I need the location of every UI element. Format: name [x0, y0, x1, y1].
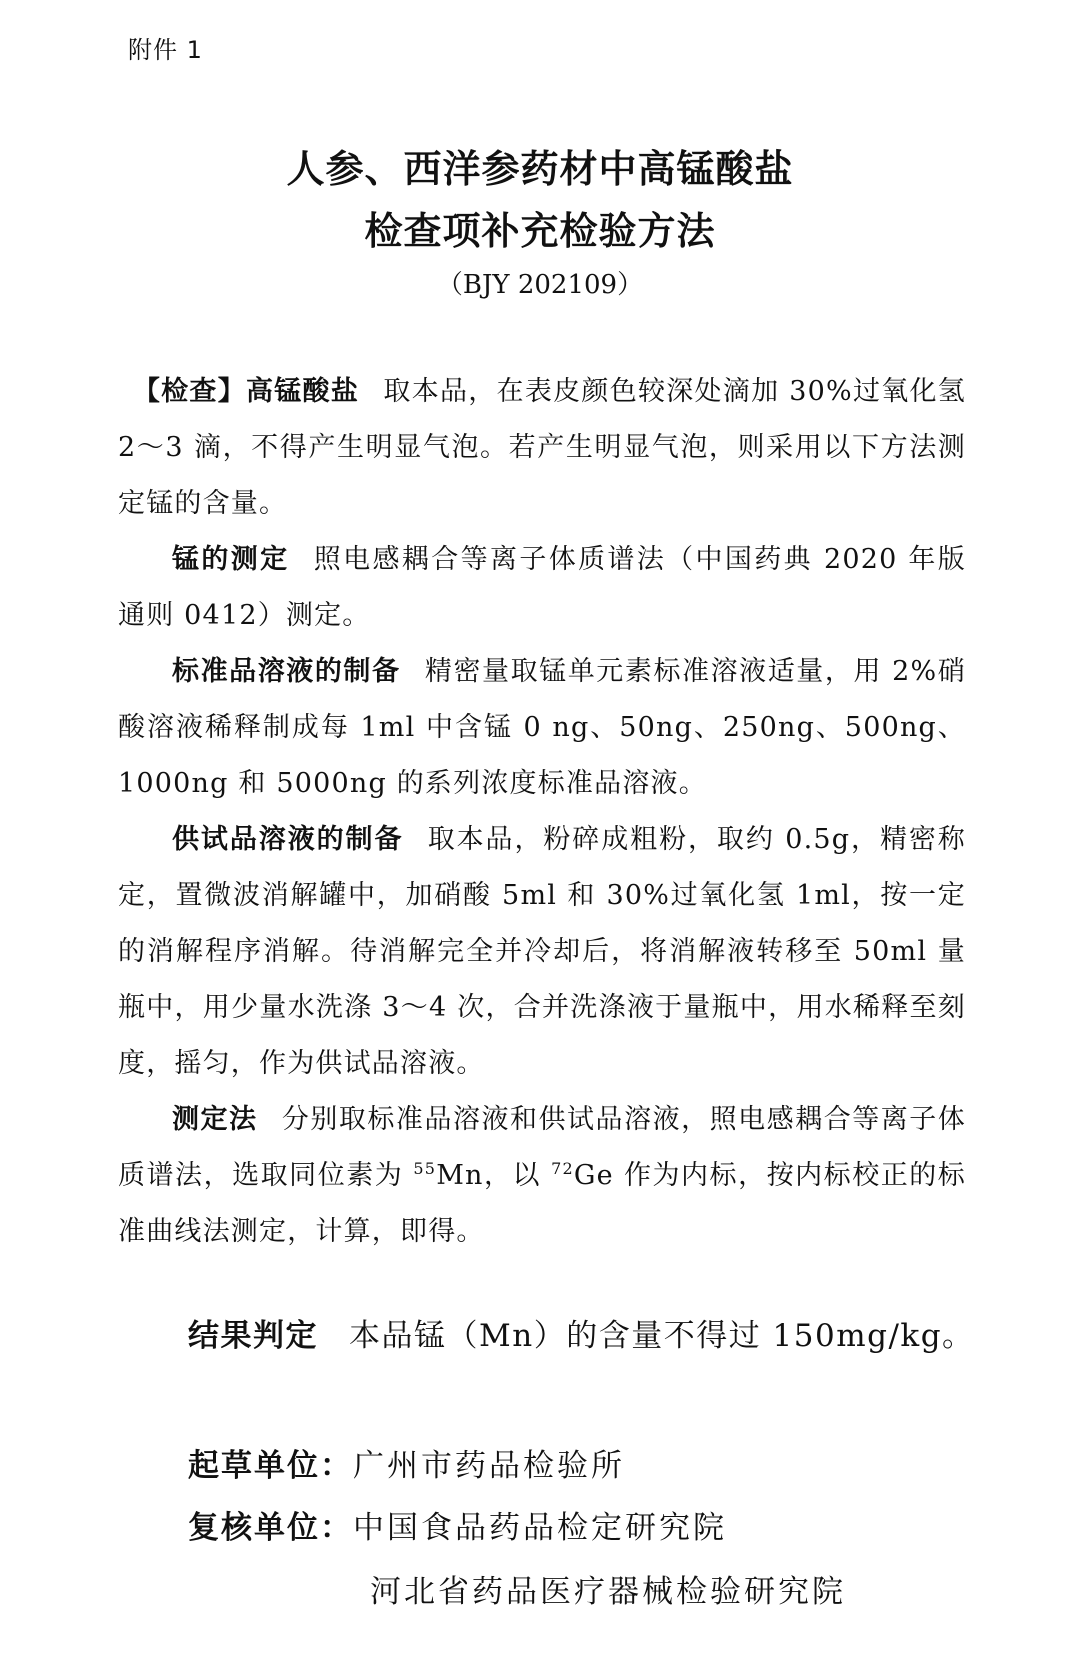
document-body — [118, 364, 966, 1260]
paragraph-mn-determination — [118, 532, 966, 644]
term-inspection: 【检查】高锰酸盐 — [132, 376, 360, 407]
paragraph-standard-prep — [118, 644, 966, 812]
term-mn-determination: 锰的测定 — [172, 544, 290, 575]
result-judgement — [188, 1310, 975, 1355]
text-standard-prep: 精密量取锰单元素标准溶液适量，用 2%硝酸溶液稀释制成每 1ml 中含锰 0 ng、50ng、250ng、500ng、1000ng 和 5000ng 的系列浓度标准品溶液。 — [118, 656, 966, 799]
draft-unit-name: 广州市药品检验所 — [353, 1448, 625, 1484]
review-unit-label: 复核单位： — [188, 1510, 353, 1546]
text-result: 本品锰（Mn）的含量不得过 150mg/kg。 — [349, 1318, 975, 1354]
term-result: 结果判定 — [188, 1318, 318, 1354]
text-inspection: 取本品，在表皮颜色较深处滴加 30%过氧化氢 2～3 滴，不得产生明显气泡。若产生明显气泡，则采用以下方法测定锰的含量。 — [118, 376, 966, 519]
review-unit-row — [188, 1502, 727, 1547]
text-method-a: 分别取标准品溶液和供试品溶液，照电感耦合等离子体质谱法，选取同位素为 — [118, 1104, 966, 1191]
isotope-mn-superscript: 55 — [413, 1159, 437, 1178]
review-unit-row-2 — [370, 1566, 846, 1611]
attachment-label: 附件 1 — [128, 36, 203, 64]
document-title-line-2: 检查项补充检验方法 — [364, 208, 716, 253]
review-unit-name-2: 河北省药品医疗器械检验研究院 — [370, 1574, 846, 1610]
review-unit-name-1: 中国食品药品检定研究院 — [353, 1510, 727, 1546]
isotope-ge-superscript: 72 — [551, 1159, 574, 1178]
paragraph-method — [118, 1092, 966, 1260]
text-method-c: Ge 作为内标，按内标校正的标准曲线法测定，计算，即得。 — [118, 1160, 966, 1247]
paragraph-inspection — [118, 364, 966, 532]
term-method: 测定法 — [172, 1104, 258, 1135]
text-method-b: Mn，以 — [436, 1160, 552, 1191]
document-title-line-1: 人参、西洋参药材中高锰酸盐 — [286, 146, 794, 191]
paragraph-sample-prep — [118, 812, 966, 1092]
draft-unit-label: 起草单位： — [188, 1448, 353, 1484]
draft-unit-row — [188, 1440, 625, 1485]
text-sample-prep: 取本品，粉碎成粗粉，取约 0.5g，精密称定，置微波消解罐中，加硝酸 5ml 和 30%过氧化氢 1ml，按一定的消解程序消解。待消解完全并冷却后，将消解液转移至 50ml 量瓶中，用少量水洗涤 3～4 次，合并洗涤液于量瓶中，用水稀释至刻度，摇匀，作为供试品溶液。 — [118, 824, 966, 1079]
text-mn-determination: 照电感耦合等离子体质谱法（中国药典 2020 年版通则 0412）测定。 — [118, 544, 966, 631]
term-sample-prep: 供试品溶液的制备 — [172, 824, 404, 855]
term-standard-prep: 标准品溶液的制备 — [172, 656, 401, 687]
document-code: （BJY 202109） — [436, 270, 644, 300]
